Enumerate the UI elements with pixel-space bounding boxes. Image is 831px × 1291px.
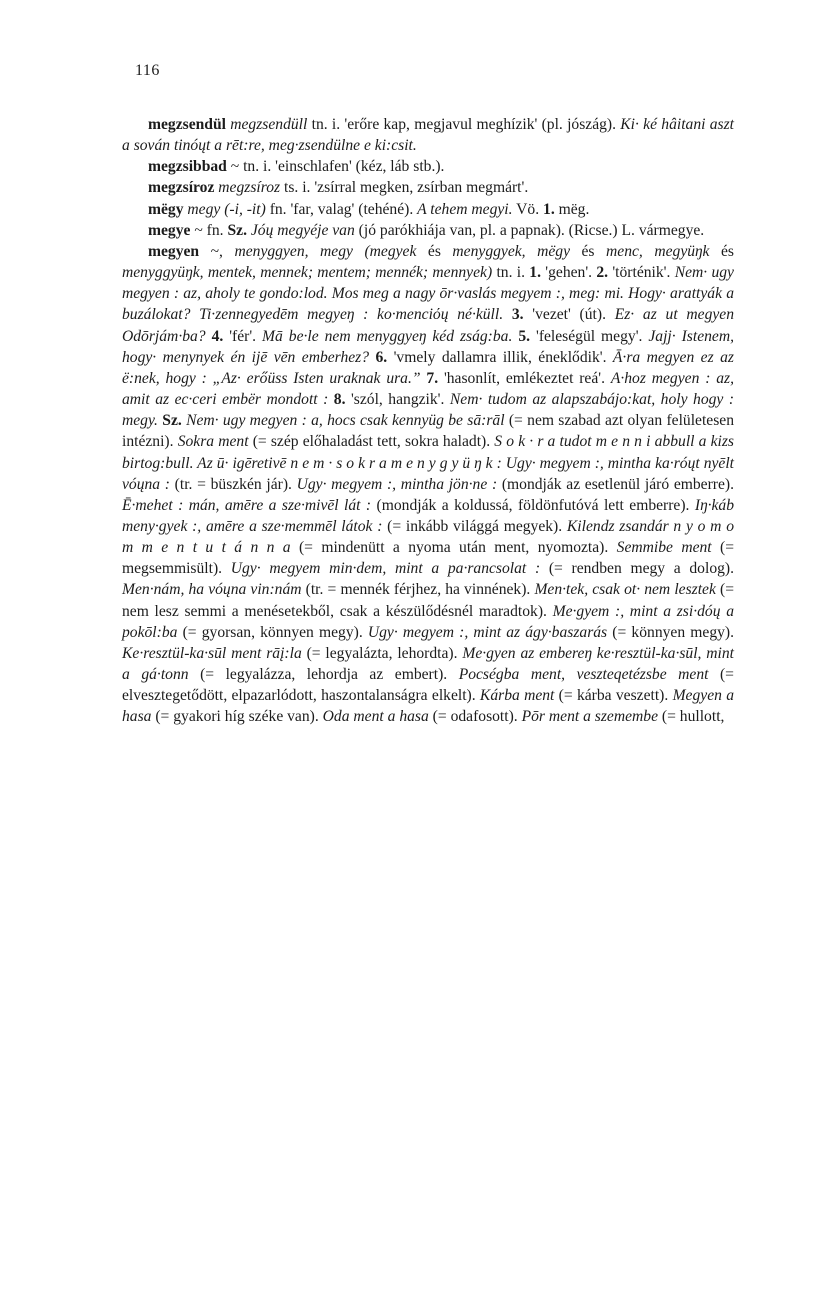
entry-body: ~, menyggyen, megy (megyek és menyggyek, mëgy és menc, megyüŋk és menyggyüŋk, mentek, mennek; mentem; mennék; mennyek) tn. i. 1. 'gehen'. 2. 'történik'. Nem· ugy megyen : az, aholy te gondo:lod. Mos meg a nagy ōr·vaslás megyem :, meg: mi. Hogy· arattyák a buzálokat? Ti·zennegyedēm megyeŋ : ko·menciόų né·küll. 3. 'vezet' (út). Ez· az ut megyen Odōrjám·ba? 4. 'fér'. Mā be·le nem menyggyeŋ kéd zság:ba. 5. 'feleségül megy'. Jajj· Istenem, hogy· menynyek én ijē vēn emberhez? 6. 'vmely dallamra illik, éneklődik'. Ā·ra megyen ez az ë:nek, hogy : „Az· erőüss Isten uraknak ura.” 7. 'hasonlít, emlékeztet reá'. A·hoz megyen : az, amit az ec·ceri embër mondott : 8. 'szól, hangzik'. Nem· tudom az alapszabájo:kat, holy hogy : megy. Sz. Nem· ugy megyen : a, hocs csak kennyüg be sā:rāl (= nem szabad azt olyan felületesen intézni). Sokra ment (= szép előhaladást tett, sokra haladt). S o k · r a tudot m e n n i abbull a kizs birtog:bull. Az ū· igēretivē n e m · s o k r a m e n y g y ü ŋ k : Ugy· megyem :, mintha ka·róųt nyēlt vóųna : (tr. = büszkén jár). Ugy· megyem :, mintha jön·ne : (mondják az esetlenül járó emberre). Ē·mehet : mán, amēre a sze·mivēl lát : (mondják a koldussá, földönfutóvá lett emberre). Iŋ·káb meny·gyek :, amēre a sze·memmēl látok : (= inkább világgá megyek). Kilendz zsandár n y o m o m m e n t u t á n n a (= mindenütt a nyoma után ment, nyomozta). Semmibe ment (= megsemmisült). Ugy· megyem min·dem, mint a pa·rancsolat : (= rendben megy a dolog). Men·nám, ha vóųna vin:nám (tr. = mennék férjhez, ha vinnének). Men·tek, csak ot· nem lesztek (= nem lesz semmi a menésetekből, csak a készülődésnél maradtok). Me·gyem :, mint a zsi·dóų a pokōl:ba (= gyorsan, könnyen megy). Ugy· megyem :, mint az ágy·baszarás (= könnyen megy). Ke·resztül-ka·sūl ment rāį:la (= legyalázta, lehordta). Me·gyen az embereŋ ke·resztül-ka·sūl, mint a gá·tonn (= legyalázza, lehordja az embert). Pocségba ment, veszteqetézsbe ment (= elvesztegetődött, elpazarlódott, haszontalanságra elkelt). Kárba ment (= kárba veszett). Megyen a hasa (= gyakori híg széke van). Oda ment a hasa (= odafosott). Pōr ment a szemembe (= hullott, — [122, 242, 735, 726]
entry-headword: megzsibbad — [148, 158, 227, 176]
entry-headword: mëgy — [148, 200, 184, 218]
entry-body: ~ tn. i. 'einschlafen' (kéz, láb stb.). — [226, 158, 445, 176]
dictionary-entry — [122, 156, 734, 177]
entry-headword: megzsíroz — [148, 179, 215, 197]
dictionary-entry — [122, 241, 734, 728]
entry-headword: megye — [148, 221, 191, 239]
dictionary-text-column — [122, 114, 734, 728]
entry-body: ~ fn. Sz. Jóų megyéje van (jó parókhiája van, pl. a papnak). (Ricse.) L. vármegye. — [190, 221, 705, 239]
entry-headword: megyen — [148, 242, 200, 260]
dictionary-entry — [122, 177, 734, 198]
dictionary-entry — [122, 220, 734, 241]
dictionary-entry — [122, 199, 734, 220]
entry-body: megzsendüll tn. i. 'erőre kap, megjavul meghízik' (pl. jószág). Ki· ké hâitani aszt a sován tinóųt a rēt:re, meg·zsendülne e ki:csit. — [122, 116, 735, 155]
entry-body: megzsíroz ts. i. 'zsírral megken, zsírban megmárt'. — [218, 179, 529, 197]
entry-body: megy (-i, -it) fn. 'far, valag' (tehéné). A tehem megyi. Vö. 1. mëg. — [187, 200, 590, 218]
page-number: 116 — [135, 62, 160, 79]
dictionary-entry — [122, 114, 734, 156]
entry-headword: megzsendül — [148, 116, 226, 133]
